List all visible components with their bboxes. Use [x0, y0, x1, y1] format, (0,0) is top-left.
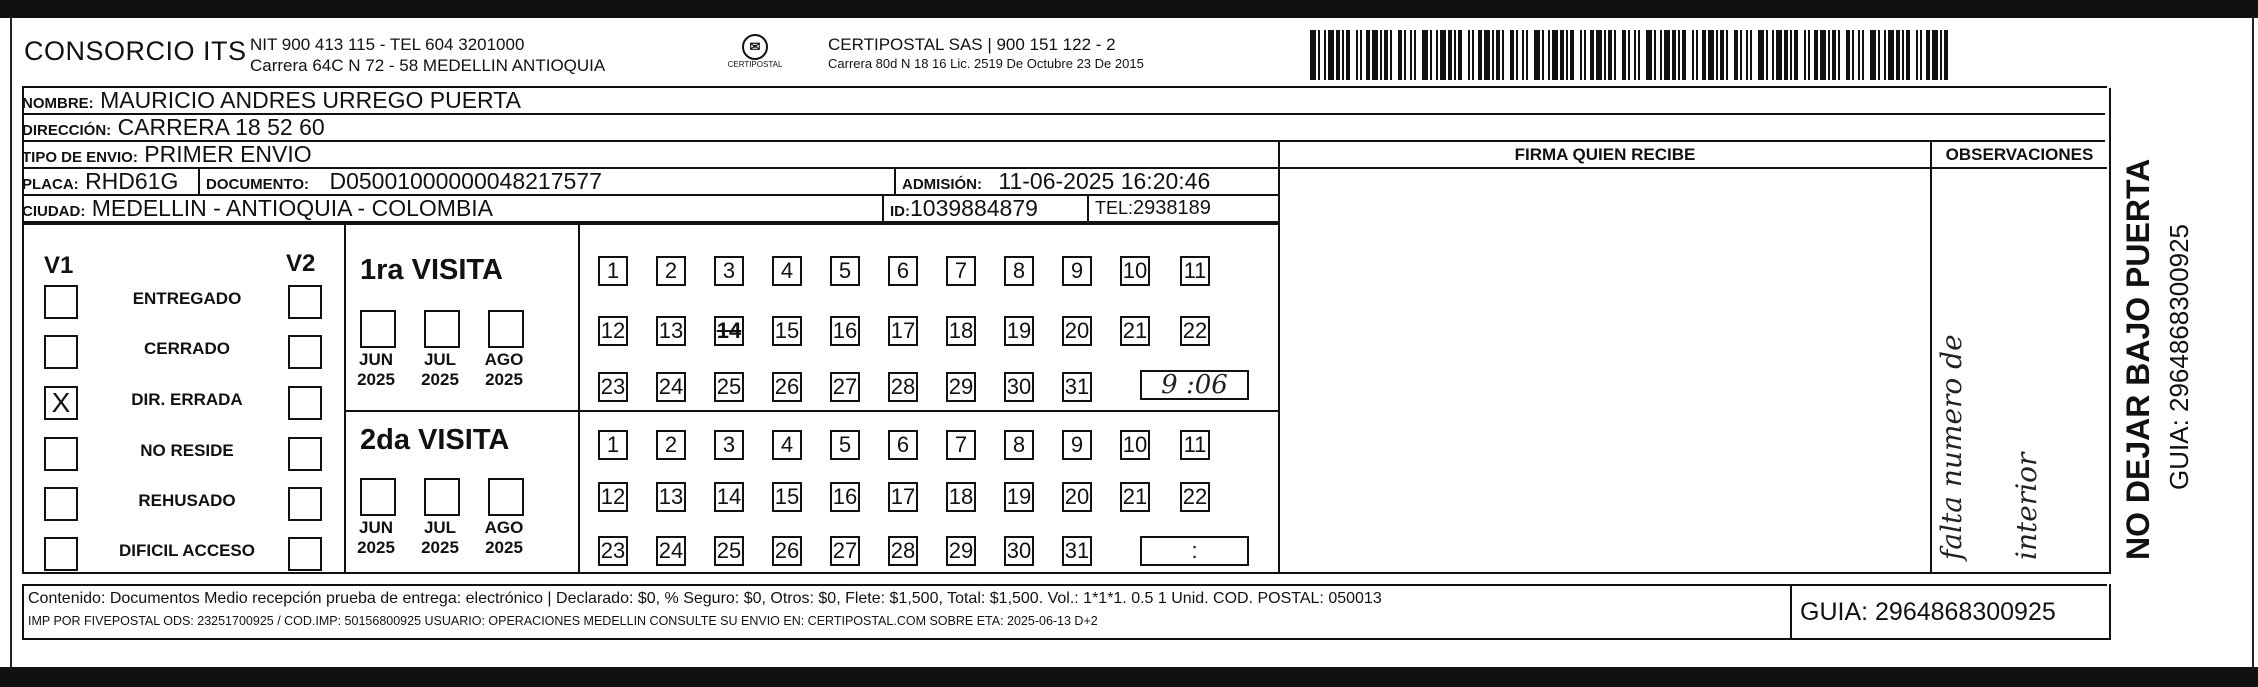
id-value: 1039884879	[910, 195, 1038, 221]
second-visit-day-31[interactable]: 31	[1062, 536, 1092, 566]
first-visit-day-8[interactable]: 8	[1004, 256, 1034, 286]
first-visit-day-24[interactable]: 24	[656, 372, 686, 402]
admission-cell	[894, 169, 1282, 194]
status-option-label: ENTREGADO	[132, 289, 242, 308]
first-visit-day-4[interactable]: 4	[772, 256, 802, 286]
carrier-license: Carrera 80d N 18 16 Lic. 2519 De Octubre 23 De 2015	[828, 56, 1144, 71]
first-visit-day-10[interactable]: 10	[1120, 256, 1150, 286]
second-visit-day-17[interactable]: 17	[888, 482, 918, 512]
v2-checkbox-3[interactable]	[288, 386, 322, 420]
admission-value: 11-06-2025 16:20:46	[998, 168, 1211, 194]
second-visit-day-15[interactable]: 15	[772, 482, 802, 512]
status-option-label: DIFICIL ACCESO	[118, 541, 255, 560]
company-nit: NIT 900 413 115 - TEL 604 3201000	[250, 35, 525, 54]
document-label: DOCUMENTO:	[206, 176, 310, 193]
recipient-address: CARRERA 18 52 60	[117, 114, 325, 140]
recipient-name: MAURICIO ANDRES URREGO PUERTA	[100, 87, 521, 113]
second-visit-day-23[interactable]: 23	[598, 536, 628, 566]
month-label: JUN 2025	[357, 350, 395, 389]
first-visit-time[interactable]: 9 :06	[1140, 370, 1249, 400]
first-visit-day-25[interactable]: 25	[714, 372, 744, 402]
second-visit-day-13[interactable]: 13	[656, 482, 686, 512]
first-visit-day-6[interactable]: 6	[888, 256, 918, 286]
footer-contents: Contenido: Documentos Medio recepción prueba de entrega: electrónico | Declarado: $0, % Seguro: $0, Otros: $0, Flete: $1,500, Total: $1,500. Vol.: 1*1*1. 0.5 1 Unid. COD. POSTAL: 050013	[28, 590, 1382, 607]
second-visit-day-26[interactable]: 26	[772, 536, 802, 566]
second-visit-month-checkbox[interactable]	[488, 478, 524, 516]
first-visit-day-23[interactable]: 23	[598, 372, 628, 402]
v2-checkbox-4[interactable]	[288, 437, 322, 471]
second-visit-day-5[interactable]: 5	[830, 430, 860, 460]
first-visit-day-2[interactable]: 2	[656, 256, 686, 286]
first-visit-day-27[interactable]: 27	[830, 372, 860, 402]
second-visit-month-checkbox[interactable]	[424, 478, 460, 516]
v1-checkbox-5[interactable]	[44, 487, 78, 521]
second-visit-day-3[interactable]: 3	[714, 430, 744, 460]
status-option-label: DIR. ERRADA	[131, 390, 243, 409]
first-visit-day-18[interactable]: 18	[946, 316, 976, 346]
row-send-type	[22, 142, 1278, 169]
send-type-label: TIPO DE ENVIO:	[22, 149, 138, 166]
second-visit-day-1[interactable]: 1	[598, 430, 628, 460]
observations-header: OBSERVACIONES	[1945, 145, 2094, 164]
second-visit-time[interactable]: :	[1140, 536, 1249, 566]
carrier-name: CERTIPOSTAL SAS | 900 151 122 - 2	[828, 35, 1116, 54]
first-visit-day-9[interactable]: 9	[1062, 256, 1092, 286]
first-visit-day-5[interactable]: 5	[830, 256, 860, 286]
observation-handwriting-2: interior	[2010, 452, 2043, 560]
v1-label: V1	[44, 252, 74, 279]
status-right-border	[344, 225, 346, 572]
carrier-info	[828, 34, 1144, 72]
v1-checkbox-4[interactable]	[44, 437, 78, 471]
first-visit-day-16[interactable]: 16	[830, 316, 860, 346]
visit-divider	[346, 410, 1278, 412]
second-visit-month-checkbox[interactable]	[360, 478, 396, 516]
second-visit-day-30[interactable]: 30	[1004, 536, 1034, 566]
second-visit-day-21[interactable]: 21	[1120, 482, 1150, 512]
second-visit-day-8[interactable]: 8	[1004, 430, 1034, 460]
second-visit-day-28[interactable]: 28	[888, 536, 918, 566]
first-visit-day-14[interactable]: 14	[714, 316, 744, 346]
first-visit-day-30[interactable]: 30	[1004, 372, 1034, 402]
second-visit-day-14[interactable]: 14	[714, 482, 744, 512]
first-visit-day-22[interactable]: 22	[1180, 316, 1210, 346]
tel-value: 2938189	[1133, 197, 1211, 219]
second-visit-day-25[interactable]: 25	[714, 536, 744, 566]
company-address: Carrera 64C N 72 - 58 MEDELLIN ANTIOQUIA	[250, 56, 606, 75]
footer-print-info: IMP POR FIVEPOSTAL ODS: 23251700925 / COD.IMP: 50156800925 USUARIO: OPERACIONES MEDELLIN CONSULTE SU ENVIO EN: CERTIPOSTAL.COM SOBRE ETA: 2025-06-13 D+2	[28, 614, 1098, 628]
first-visit-day-21[interactable]: 21	[1120, 316, 1150, 346]
first-visit-day-1[interactable]: 1	[598, 256, 628, 286]
second-visit-day-22[interactable]: 22	[1180, 482, 1210, 512]
row-city	[22, 196, 1278, 223]
second-visit-day-12[interactable]: 12	[598, 482, 628, 512]
side-warning: NO DEJAR BAJO PUERTA	[2120, 158, 2156, 560]
v1-checkbox-6[interactable]	[44, 537, 78, 571]
plate-value: RHD61G	[85, 168, 179, 194]
v2-label: V2	[286, 250, 316, 277]
month-label: AGO 2025	[484, 518, 524, 557]
footer-guia: GUIA: 2964868300925	[1800, 598, 2056, 626]
certipostal-logo	[720, 34, 790, 82]
observations-left-border	[1930, 142, 1932, 574]
first-visit-month-checkbox[interactable]	[488, 310, 524, 348]
v1-checkbox-1[interactable]	[44, 285, 78, 319]
second-visit-day-27[interactable]: 27	[830, 536, 860, 566]
document-value: D05001000000048217577	[329, 168, 602, 194]
barcode	[1310, 30, 1950, 80]
month-label: JUN 2025	[357, 518, 395, 557]
first-visit-day-7[interactable]: 7	[946, 256, 976, 286]
company-name: CONSORCIO ITS	[24, 36, 247, 66]
city-value: MEDELLIN - ANTIOQUIA - COLOMBIA	[91, 195, 494, 221]
first-visit-month-checkbox[interactable]	[424, 310, 460, 348]
tel-label: TEL:	[1095, 198, 1134, 218]
status-option-label: CERRADO	[144, 339, 230, 358]
admission-label: ADMISIÓN:	[902, 176, 982, 193]
first-visit-day-31[interactable]: 31	[1062, 372, 1092, 402]
first-visit-day-28[interactable]: 28	[888, 372, 918, 402]
name-label: NOMBRE:	[22, 95, 94, 112]
row-plate-document	[22, 169, 1278, 196]
second-visit-title: 2da VISITA	[360, 424, 510, 456]
plate-label: PLACA:	[22, 176, 79, 193]
second-visit-day-24[interactable]: 24	[656, 536, 686, 566]
second-visit-day-11[interactable]: 11	[1180, 430, 1210, 460]
tel-cell	[1087, 196, 1280, 221]
visit-title-right-border	[578, 225, 580, 572]
side-guia: GUIA: 2964868300925	[2164, 224, 2194, 490]
second-visit-day-2[interactable]: 2	[656, 430, 686, 460]
second-visit-day-19[interactable]: 19	[1004, 482, 1034, 512]
first-visit-day-20[interactable]: 20	[1062, 316, 1092, 346]
first-visit-day-29[interactable]: 29	[946, 372, 976, 402]
first-visit-day-12[interactable]: 12	[598, 316, 628, 346]
observation-handwriting-1: falta numero de	[1935, 334, 1968, 560]
top-edge	[0, 0, 2258, 18]
signature-header: FIRMA QUIEN RECIBE	[1514, 145, 1696, 164]
city-label: CIUDAD:	[22, 203, 86, 220]
second-visit-day-6[interactable]: 6	[888, 430, 918, 460]
v2-checkbox-6[interactable]	[288, 537, 322, 571]
id-cell	[882, 196, 1090, 221]
logo-mark-icon: ✉	[742, 34, 768, 60]
v2-checkbox-2[interactable]	[288, 335, 322, 369]
row-address	[22, 115, 2105, 142]
v1-checkbox-2[interactable]	[44, 335, 78, 369]
status-top-line	[22, 223, 1278, 225]
second-visit-day-29[interactable]: 29	[946, 536, 976, 566]
footer-divider	[1790, 586, 1792, 638]
second-visit-day-18[interactable]: 18	[946, 482, 976, 512]
v1-checkbox-3[interactable]: X	[44, 386, 78, 420]
month-label: JUL 2025	[421, 350, 459, 389]
first-visit-day-15[interactable]: 15	[772, 316, 802, 346]
second-visit-day-4[interactable]: 4	[772, 430, 802, 460]
address-label: DIRECCIÓN:	[22, 122, 112, 139]
company-info	[250, 34, 605, 76]
send-type: PRIMER ENVIO	[144, 141, 312, 167]
first-visit-day-3[interactable]: 3	[714, 256, 744, 286]
first-visit-day-19[interactable]: 19	[1004, 316, 1034, 346]
id-label: ID:	[890, 203, 910, 220]
second-visit-day-7[interactable]: 7	[946, 430, 976, 460]
barcode-bar	[1944, 30, 1948, 80]
first-visit-day-26[interactable]: 26	[772, 372, 802, 402]
first-visit-day-13[interactable]: 13	[656, 316, 686, 346]
v2-checkbox-1[interactable]	[288, 285, 322, 319]
second-visit-day-9[interactable]: 9	[1062, 430, 1092, 460]
second-visit-day-10[interactable]: 10	[1120, 430, 1150, 460]
first-visit-month-checkbox[interactable]	[360, 310, 396, 348]
row-name	[22, 88, 2105, 115]
logo-text: CERTIPOSTAL	[727, 60, 783, 69]
month-label: JUL 2025	[421, 518, 459, 557]
month-label: AGO 2025	[484, 350, 524, 389]
bottom-edge	[0, 667, 2258, 687]
status-option-label: NO RESIDE	[140, 441, 234, 460]
status-option-label: REHUSADO	[138, 491, 236, 510]
document-cell	[198, 169, 906, 194]
v2-checkbox-5[interactable]	[288, 487, 322, 521]
first-visit-day-11[interactable]: 11	[1180, 256, 1210, 286]
second-visit-day-20[interactable]: 20	[1062, 482, 1092, 512]
first-visit-title: 1ra VISITA	[360, 254, 503, 286]
first-visit-day-17[interactable]: 17	[888, 316, 918, 346]
second-visit-day-16[interactable]: 16	[830, 482, 860, 512]
signature-area[interactable]	[1280, 169, 1930, 572]
